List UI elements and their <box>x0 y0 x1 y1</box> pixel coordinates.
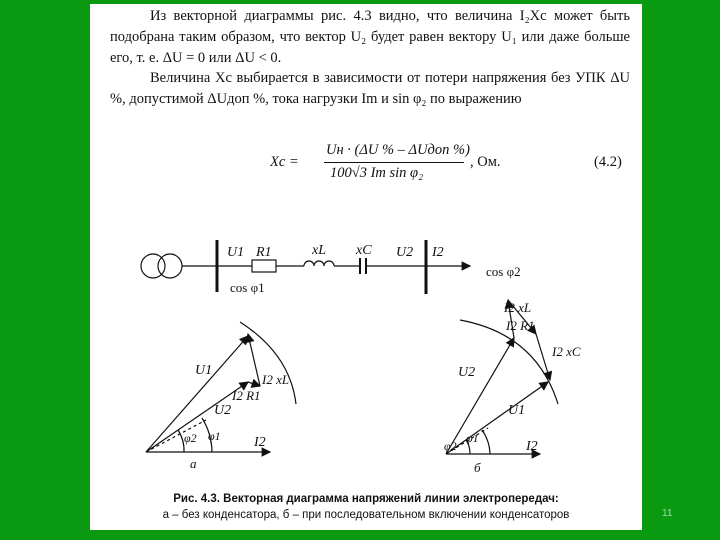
figure-4-3 <box>90 4 642 490</box>
formula-denominator: 100√3 Im sin φ₂ <box>330 165 424 181</box>
paragraph-2: Величина Xc выбирается в зависимости от потери напряжения без УПК ΔU %, допустимой ΔUдоп %, тока нагрузки Im и sin φ₂ по выражению <box>110 70 630 107</box>
label-phi1-a: φ1 <box>208 429 221 443</box>
vector-u2-b <box>446 338 514 454</box>
label-u1-b: U1 <box>508 403 526 418</box>
vector-diagram-a <box>146 322 296 452</box>
label-u1: U1 <box>227 245 245 260</box>
transformer-coil-2 <box>158 254 182 278</box>
figure-caption-title: Рис. 4.3. Векторная диаграмма напряжений линии электропередач: <box>173 493 559 505</box>
label-i2xl-a: I2 xL <box>262 372 290 387</box>
inductor-xl <box>304 261 334 266</box>
label-xc: xC <box>356 243 372 258</box>
label-phi1-b: φ1 <box>466 431 479 445</box>
label-i2: I2 <box>432 245 444 260</box>
document-page <box>90 4 642 530</box>
label-i2r1-a: I2 R1 <box>232 388 261 403</box>
vector-i2r1-a <box>248 382 260 386</box>
formula-number: (4.2) <box>594 154 622 170</box>
label-i2xl-b: I2 xL <box>504 300 532 315</box>
label-cos-phi1: cos φ1 <box>230 280 265 295</box>
label-diagram-b: б <box>474 460 481 475</box>
circuit-schematic <box>141 240 470 294</box>
label-cos-phi2: cos φ2 <box>486 264 521 279</box>
figure-caption-subtitle: а – без конденсатора, б – при последовательном включении конденсаторов <box>162 509 570 521</box>
formula-numerator: Uн · (ΔU % – ΔUдоп %) <box>326 142 470 158</box>
label-i2r1-b: I2 R1 <box>506 318 535 333</box>
label-u2-b: U2 <box>458 365 476 380</box>
label-xl: xL <box>312 243 326 258</box>
label-diagram-a: a <box>190 456 197 471</box>
formula-lhs: Xс = <box>270 154 299 170</box>
label-phi2-a: φ2 <box>184 431 197 445</box>
label-i2-a: I2 <box>254 435 266 450</box>
slide-page-number: 11 <box>662 508 673 519</box>
label-i2xc-b: I2 xC <box>552 344 581 359</box>
label-u1-a: U1 <box>195 363 213 378</box>
label-u2-a: U2 <box>214 403 232 418</box>
label-i2-b: I2 <box>526 439 538 454</box>
label-phi2-b: φ2 <box>444 439 457 453</box>
paragraph-1: Из векторной диаграммы рис. 4.3 видно, что величина I₂Xc может быть подобрана таким образом, что вектор U₂ будет равен вектору U₁ или даже больше его, т. е. ΔU = 0 или ΔU < 0. <box>110 8 630 66</box>
resistor-r1 <box>252 260 276 272</box>
label-u2: U2 <box>396 245 414 260</box>
angle-phi1-b <box>482 430 490 454</box>
label-r1: R1 <box>256 245 272 260</box>
vector-i2xl-a <box>248 334 260 386</box>
vector-i2xc-b <box>536 334 550 380</box>
formula-unit: , Ом. <box>470 154 501 170</box>
